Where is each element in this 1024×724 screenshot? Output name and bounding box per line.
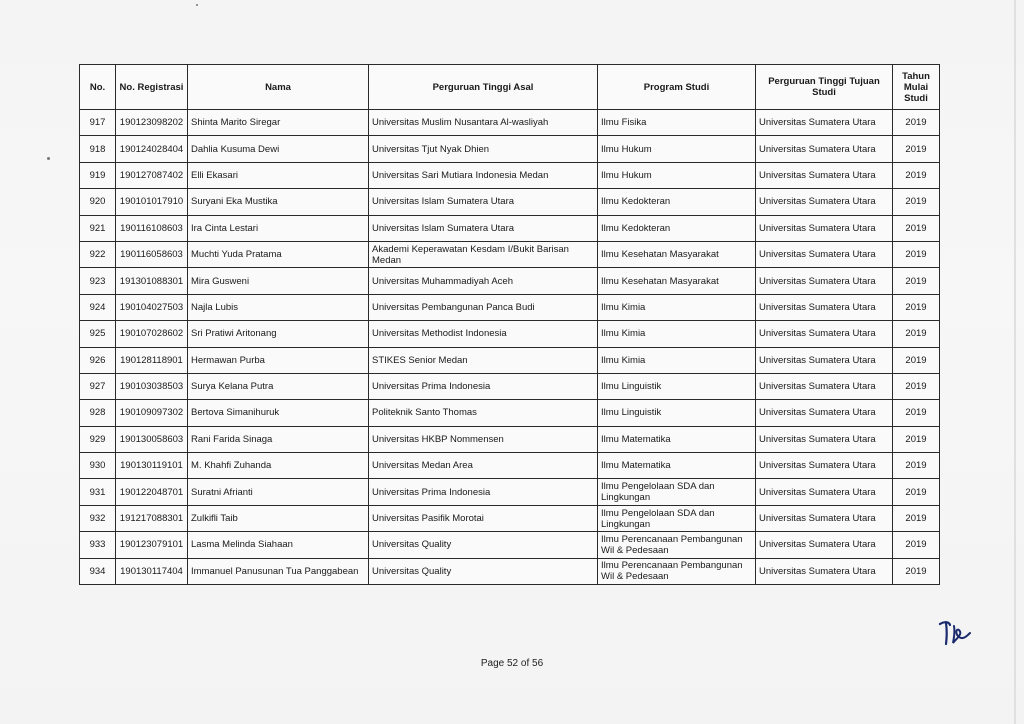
table-row (80, 347, 940, 373)
cell-prodi: Ilmu Kedokteran (598, 189, 756, 215)
page-edge-shadow (1014, 0, 1016, 724)
cell-asal: Universitas Sari Mutiara Indonesia Medan (369, 162, 598, 188)
cell-tujuan: Universitas Sumatera Utara (756, 189, 893, 215)
cell-nama: Lasma Melinda Siahaan (188, 532, 369, 558)
cell-no: 925 (80, 321, 116, 347)
table-row (80, 400, 940, 426)
cell-asal: Akademi Keperawatan Kesdam I/Bukit Barisan Medan (369, 241, 598, 267)
cell-no: 930 (80, 453, 116, 479)
cell-no: 917 (80, 110, 116, 136)
cell-asal: Universitas Quality (369, 558, 598, 584)
table-row (80, 426, 940, 452)
cell-no: 923 (80, 268, 116, 294)
cell-no: 926 (80, 347, 116, 373)
cell-registrasi: 190103038503 (116, 373, 188, 399)
cell-asal: Politeknik Santo Thomas (369, 400, 598, 426)
cell-prodi: Ilmu Fisika (598, 110, 756, 136)
table-row (80, 136, 940, 162)
cell-no: 934 (80, 558, 116, 584)
handwritten-initials (937, 618, 973, 648)
cell-nama: Bertova Simanihuruk (188, 400, 369, 426)
cell-no: 928 (80, 400, 116, 426)
table-row (80, 321, 940, 347)
cell-nama: Dahlia Kusuma Dewi (188, 136, 369, 162)
cell-no: 927 (80, 373, 116, 399)
cell-no: 932 (80, 505, 116, 531)
cell-asal: STIKES Senior Medan (369, 347, 598, 373)
table-row (80, 479, 940, 505)
cell-asal: Universitas Pembangunan Panca Budi (369, 294, 598, 320)
table-row (80, 215, 940, 241)
cell-prodi: Ilmu Perencanaan Pembangunan Wil & Pedesaan (598, 558, 756, 584)
header-no: No. (80, 65, 116, 110)
cell-no: 918 (80, 136, 116, 162)
cell-prodi: Ilmu Kimia (598, 294, 756, 320)
cell-tujuan: Universitas Sumatera Utara (756, 347, 893, 373)
cell-nama: Suratni Afrianti (188, 479, 369, 505)
cell-registrasi: 190128118901 (116, 347, 188, 373)
cell-prodi: Ilmu Pengelolaan SDA dan Lingkungan (598, 505, 756, 531)
cell-prodi: Ilmu Matematika (598, 453, 756, 479)
cell-registrasi: 191301088301 (116, 268, 188, 294)
cell-tujuan: Universitas Sumatera Utara (756, 136, 893, 162)
cell-prodi: Ilmu Hukum (598, 136, 756, 162)
cell-nama: Najla Lubis (188, 294, 369, 320)
cell-nama: Surya Kelana Putra (188, 373, 369, 399)
cell-tujuan: Universitas Sumatera Utara (756, 532, 893, 558)
cell-no: 920 (80, 189, 116, 215)
table-row (80, 162, 940, 188)
cell-prodi: Ilmu Pengelolaan SDA dan Lingkungan (598, 479, 756, 505)
cell-tujuan: Universitas Sumatera Utara (756, 162, 893, 188)
cell-tujuan: Universitas Sumatera Utara (756, 215, 893, 241)
cell-tahun: 2019 (893, 136, 940, 162)
cell-asal: Universitas HKBP Nommensen (369, 426, 598, 452)
cell-no: 931 (80, 479, 116, 505)
cell-prodi: Ilmu Perencanaan Pembangunan Wil & Pedesaan (598, 532, 756, 558)
cell-registrasi: 190116058603 (116, 241, 188, 267)
cell-tahun: 2019 (893, 532, 940, 558)
cell-registrasi: 190101017910 (116, 189, 188, 215)
cell-asal: Universitas Pasifik Morotai (369, 505, 598, 531)
table-row (80, 373, 940, 399)
cell-asal: Universitas Muslim Nusantara Al-wasliyah (369, 110, 598, 136)
cell-tahun: 2019 (893, 241, 940, 267)
cell-prodi: Ilmu Hukum (598, 162, 756, 188)
table-row (80, 268, 940, 294)
cell-asal: Universitas Methodist Indonesia (369, 321, 598, 347)
cell-registrasi: 190130119101 (116, 453, 188, 479)
header-prodi: Program Studi (598, 65, 756, 110)
cell-asal: Universitas Medan Area (369, 453, 598, 479)
table-row (80, 189, 940, 215)
cell-nama: Ira Cinta Lestari (188, 215, 369, 241)
table-row (80, 558, 940, 584)
cell-registrasi: 190130117404 (116, 558, 188, 584)
table-row (80, 532, 940, 558)
cell-tahun: 2019 (893, 347, 940, 373)
cell-nama: Hermawan Purba (188, 347, 369, 373)
cell-nama: M. Khahfi Zuhanda (188, 453, 369, 479)
cell-no: 919 (80, 162, 116, 188)
cell-nama: Rani Farida Sinaga (188, 426, 369, 452)
cell-no: 924 (80, 294, 116, 320)
scan-speck (47, 157, 50, 160)
cell-tahun: 2019 (893, 321, 940, 347)
cell-tujuan: Universitas Sumatera Utara (756, 453, 893, 479)
cell-asal: Universitas Prima Indonesia (369, 479, 598, 505)
cell-registrasi: 190109097302 (116, 400, 188, 426)
table-row (80, 505, 940, 531)
header-asal: Perguruan Tinggi Asal (369, 65, 598, 110)
cell-prodi: Ilmu Linguistik (598, 373, 756, 399)
cell-tahun: 2019 (893, 189, 940, 215)
cell-tahun: 2019 (893, 558, 940, 584)
cell-registrasi: 190122048701 (116, 479, 188, 505)
cell-tahun: 2019 (893, 453, 940, 479)
cell-asal: Universitas Islam Sumatera Utara (369, 215, 598, 241)
cell-tujuan: Universitas Sumatera Utara (756, 505, 893, 531)
cell-nama: Shinta Marito Siregar (188, 110, 369, 136)
cell-tahun: 2019 (893, 479, 940, 505)
cell-asal: Universitas Quality (369, 532, 598, 558)
cell-tahun: 2019 (893, 110, 940, 136)
header-nama: Nama (188, 65, 369, 110)
header-tujuan: Perguruan Tinggi Tujuan Studi (756, 65, 893, 110)
cell-tahun: 2019 (893, 294, 940, 320)
cell-registrasi: 191217088301 (116, 505, 188, 531)
cell-tahun: 2019 (893, 162, 940, 188)
scan-speck (196, 4, 198, 6)
cell-registrasi: 190104027503 (116, 294, 188, 320)
cell-prodi: Ilmu Kesehatan Masyarakat (598, 241, 756, 267)
cell-no: 922 (80, 241, 116, 267)
cell-prodi: Ilmu Linguistik (598, 400, 756, 426)
header-registrasi: No. Registrasi (116, 65, 188, 110)
cell-prodi: Ilmu Kimia (598, 321, 756, 347)
cell-registrasi: 190107028602 (116, 321, 188, 347)
cell-tujuan: Universitas Sumatera Utara (756, 294, 893, 320)
cell-tahun: 2019 (893, 268, 940, 294)
cell-tahun: 2019 (893, 426, 940, 452)
cell-tahun: 2019 (893, 215, 940, 241)
cell-nama: Suryani Eka Mustika (188, 189, 369, 215)
cell-tujuan: Universitas Sumatera Utara (756, 426, 893, 452)
table-row (80, 241, 940, 267)
cell-registrasi: 190123098202 (116, 110, 188, 136)
cell-tujuan: Universitas Sumatera Utara (756, 241, 893, 267)
cell-tujuan: Universitas Sumatera Utara (756, 110, 893, 136)
cell-registrasi: 190130058603 (116, 426, 188, 452)
cell-no: 933 (80, 532, 116, 558)
cell-prodi: Ilmu Kesehatan Masyarakat (598, 268, 756, 294)
cell-tujuan: Universitas Sumatera Utara (756, 400, 893, 426)
cell-asal: Universitas Tjut Nyak Dhien (369, 136, 598, 162)
cell-nama: Elli Ekasari (188, 162, 369, 188)
cell-tujuan: Universitas Sumatera Utara (756, 268, 893, 294)
cell-asal: Universitas Islam Sumatera Utara (369, 189, 598, 215)
cell-asal: Universitas Prima Indonesia (369, 373, 598, 399)
cell-prodi: Ilmu Kedokteran (598, 215, 756, 241)
cell-prodi: Ilmu Matematika (598, 426, 756, 452)
cell-tujuan: Universitas Sumatera Utara (756, 373, 893, 399)
cell-registrasi: 190127087402 (116, 162, 188, 188)
table-row (80, 294, 940, 320)
cell-tujuan: Universitas Sumatera Utara (756, 479, 893, 505)
cell-no: 929 (80, 426, 116, 452)
page-number: Page 52 of 56 (480, 658, 544, 669)
cell-tujuan: Universitas Sumatera Utara (756, 558, 893, 584)
table-header-row (80, 65, 940, 110)
table-row (80, 453, 940, 479)
table-row (80, 110, 940, 136)
cell-tujuan: Universitas Sumatera Utara (756, 321, 893, 347)
cell-nama: Zulkifli Taib (188, 505, 369, 531)
cell-no: 921 (80, 215, 116, 241)
student-registry-table (79, 64, 940, 585)
cell-tahun: 2019 (893, 505, 940, 531)
cell-nama: Muchti Yuda Pratama (188, 241, 369, 267)
cell-nama: Immanuel Panusunan Tua Panggabean (188, 558, 369, 584)
header-tahun: Tahun Mulai Studi (893, 65, 940, 110)
cell-nama: Mira Gusweni (188, 268, 369, 294)
cell-tahun: 2019 (893, 373, 940, 399)
cell-nama: Sri Pratiwi Aritonang (188, 321, 369, 347)
cell-registrasi: 190124028404 (116, 136, 188, 162)
cell-registrasi: 190116108603 (116, 215, 188, 241)
cell-asal: Universitas Muhammadiyah Aceh (369, 268, 598, 294)
cell-prodi: Ilmu Kimia (598, 347, 756, 373)
cell-tahun: 2019 (893, 400, 940, 426)
cell-registrasi: 190123079101 (116, 532, 188, 558)
